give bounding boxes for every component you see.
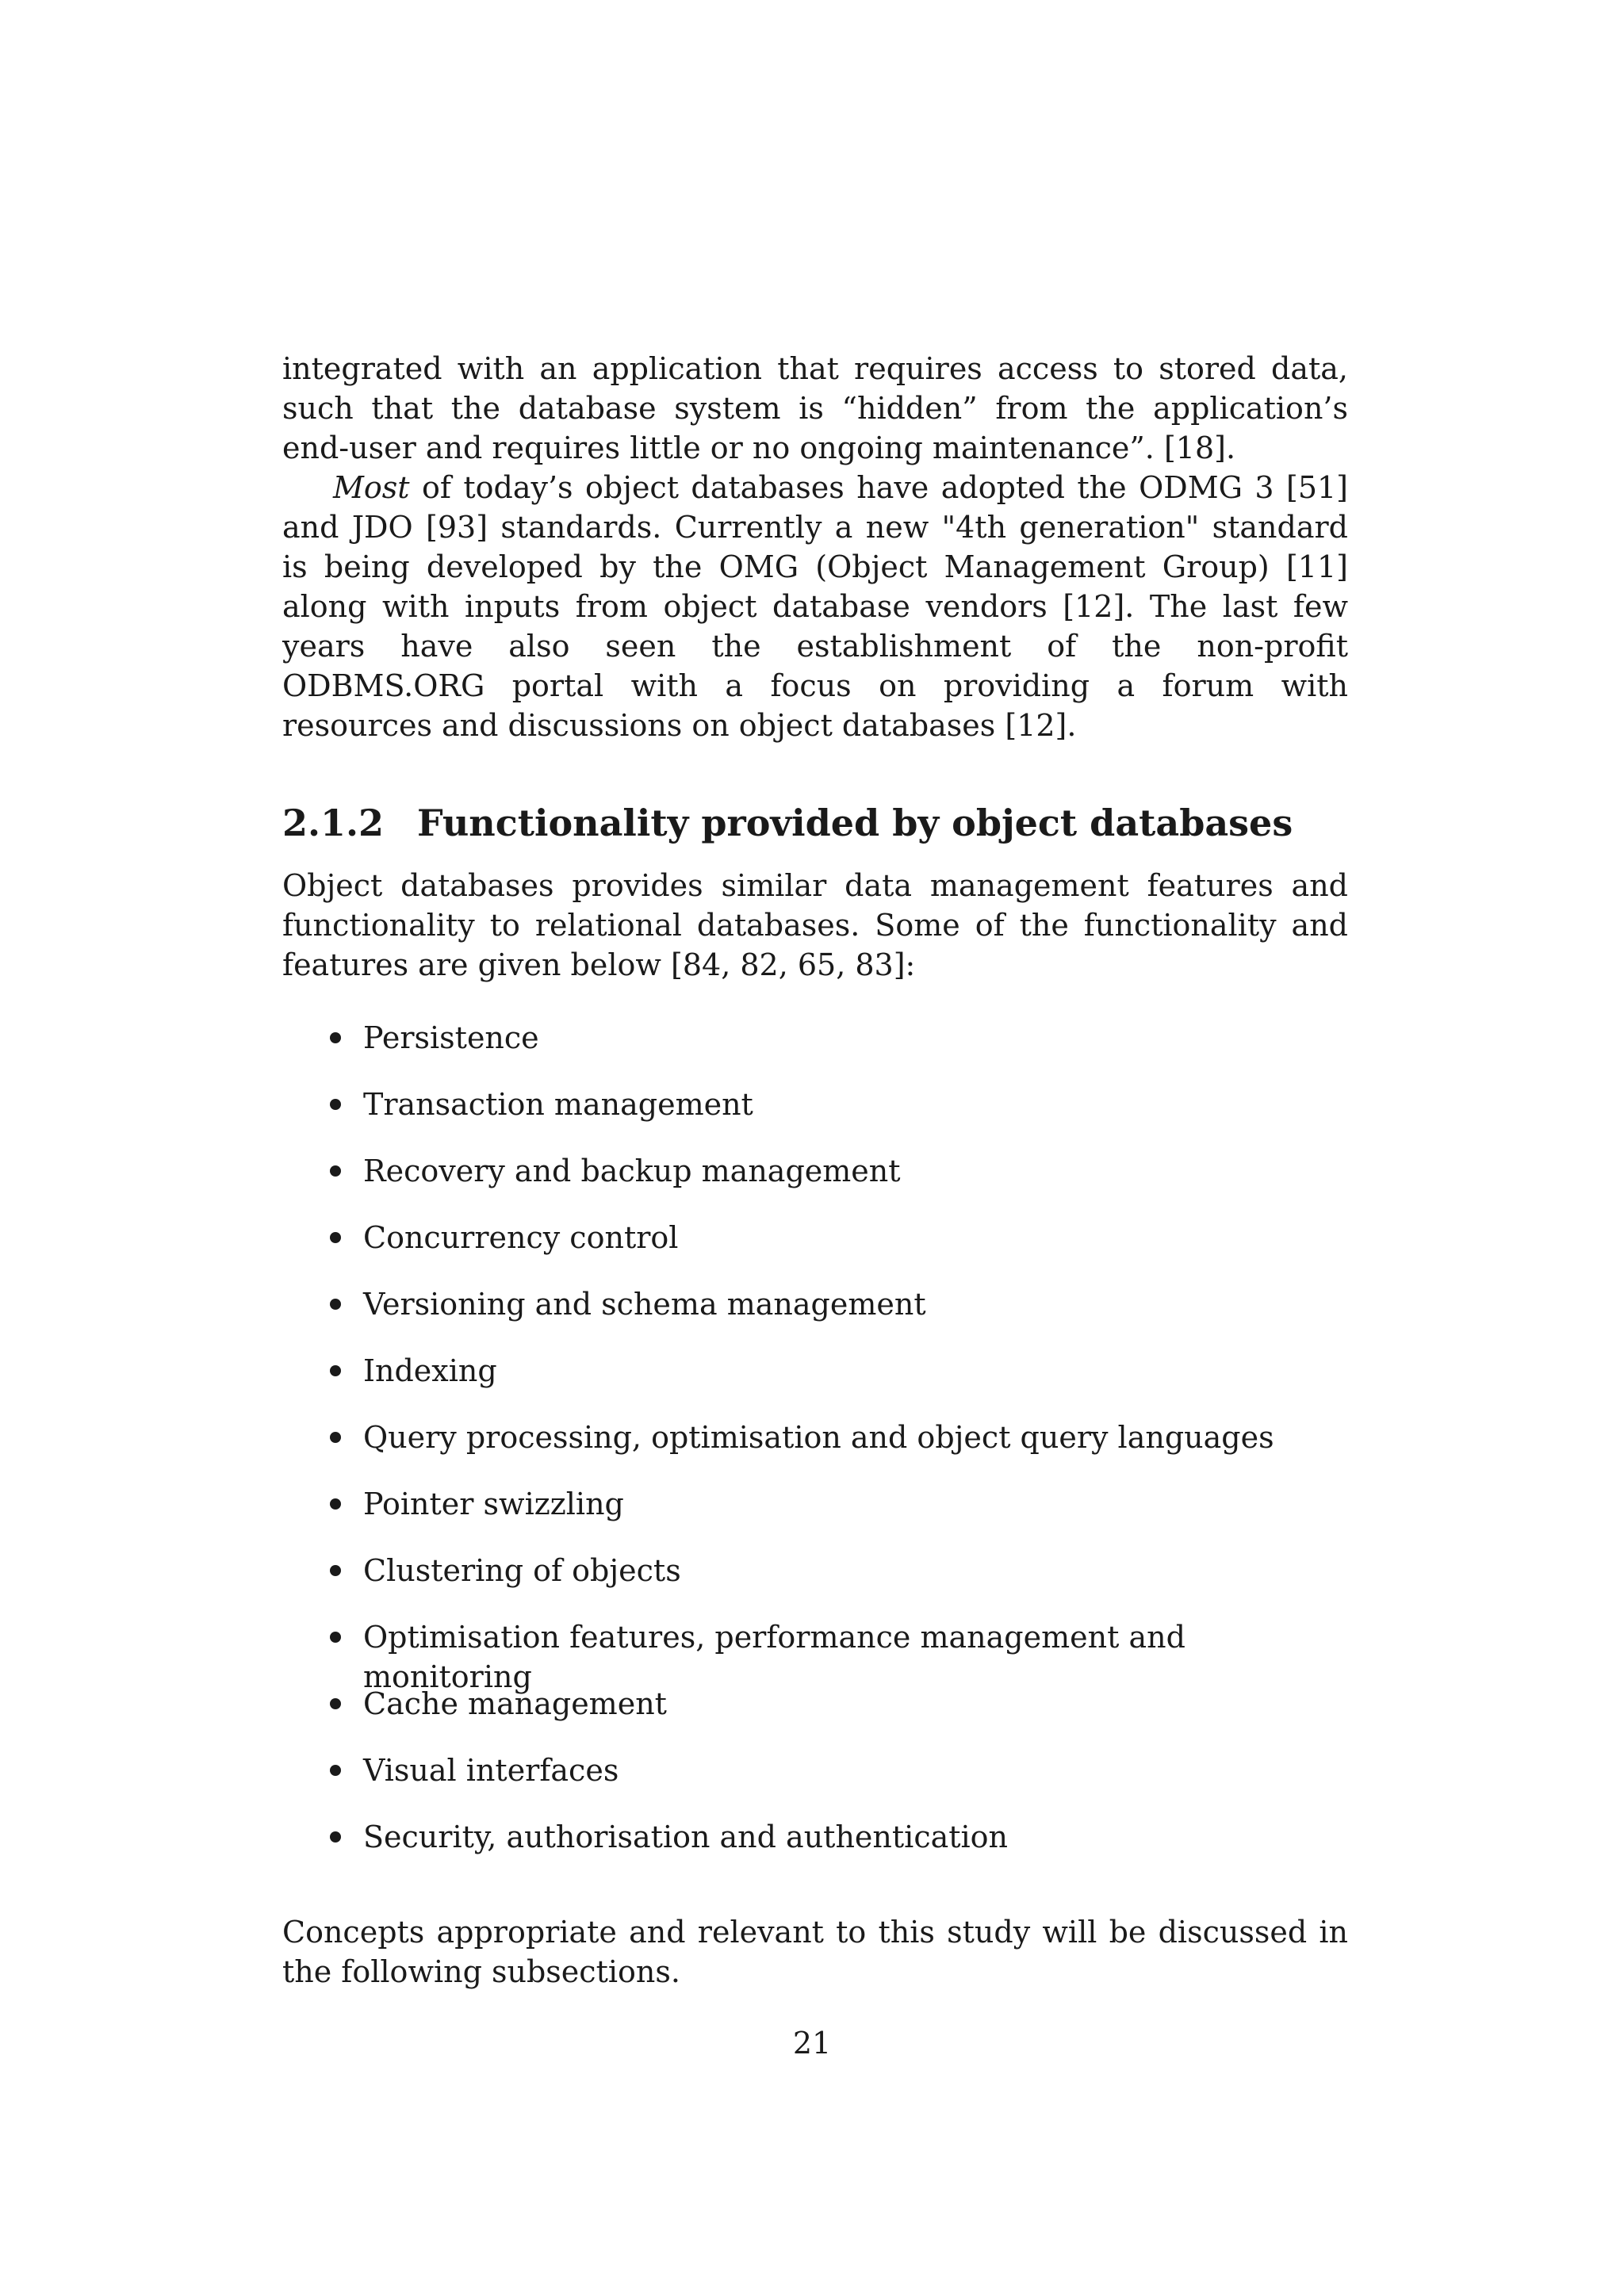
list-item-text: Clustering of objects: [363, 1553, 681, 1588]
bullet-icon: [330, 1432, 341, 1443]
list-item-text: Visual interfaces: [363, 1753, 619, 1788]
bullet-icon: [330, 1032, 341, 1043]
bullet-icon: [330, 1165, 341, 1177]
list-item-text: Versioning and schema management: [363, 1287, 926, 1322]
list-item: [282, 1351, 1348, 1418]
list-item-text: Query processing, optimisation and object query languages: [363, 1420, 1274, 1455]
bullet-icon: [330, 1632, 341, 1643]
closing-paragraph: Concepts appropriate and relevant to this study will be discussed in the following subsections.: [282, 1915, 1348, 1989]
list-item: [282, 1284, 1348, 1351]
section-number: 2.1.2: [282, 802, 385, 844]
list-item-text: Recovery and backup management: [363, 1154, 901, 1188]
list-item-text: Security, authorisation and authentication: [363, 1820, 1009, 1854]
section-heading: [282, 799, 1348, 847]
bullet-icon: [330, 1498, 341, 1510]
list-item: [282, 1151, 1348, 1218]
odmg-paragraph: [282, 468, 1348, 745]
list-item-text: Optimisation features, performance management and monitoring: [363, 1620, 1185, 1694]
section-title: Functionality provided by object databases: [417, 802, 1293, 844]
page-number: 21: [792, 2026, 832, 2061]
list-item: [282, 1684, 1348, 1751]
feature-list: [282, 1018, 1348, 1884]
list-item-text: Indexing: [363, 1353, 497, 1388]
list-item-text: Cache management: [363, 1686, 667, 1721]
page-body: [282, 349, 1348, 1992]
intro-paragraph: integrated with an application that requires access to stored data, such that the database system is “hidden” from the application’s end-user and requires little or no ongoing maintenance”. [18].: [282, 351, 1348, 465]
odmg-paragraph-text: of today’s object databases have adopted the ODMG 3 [51] and JDO [93] standards. Currently a new "4th generation" standard is being developed by the OMG (Object Management Group) [11] along with inputs from object database vendors [12]. The last few years have also seen the establishment of the non-profit ODBMS.ORG portal with a focus on providing a forum with resources and discussions on object databases [12].: [282, 470, 1348, 743]
bullet-icon: [330, 1232, 341, 1243]
section-intro-paragraph: Object databases provides similar data management features and functionality to relational databases. Some of the functionality and features are given below [84, 82, 65, 83]:: [282, 868, 1348, 982]
list-item: [282, 1484, 1348, 1551]
list-item-text: Pointer swizzling: [363, 1487, 624, 1521]
bullet-icon: [330, 1765, 341, 1776]
list-item-text: Persistence: [363, 1020, 539, 1055]
list-item-text: Concurrency control: [363, 1220, 679, 1255]
list-item: [282, 1018, 1348, 1085]
bullet-icon: [330, 1565, 341, 1576]
list-item-text: Transaction management: [363, 1087, 753, 1122]
bullet-icon: [330, 1831, 341, 1843]
bullet-icon: [330, 1099, 341, 1110]
list-item: [282, 1751, 1348, 1817]
bullet-icon: [330, 1365, 341, 1376]
bullet-icon: [330, 1698, 341, 1709]
list-item: [282, 1218, 1348, 1284]
list-item: [282, 1085, 1348, 1151]
odmg-lead-word: Most: [333, 470, 410, 505]
bullet-icon: [330, 1299, 341, 1310]
list-item: [282, 1817, 1348, 1884]
list-item: [282, 1617, 1348, 1694]
list-item: [282, 1551, 1348, 1617]
list-item: [282, 1418, 1348, 1484]
